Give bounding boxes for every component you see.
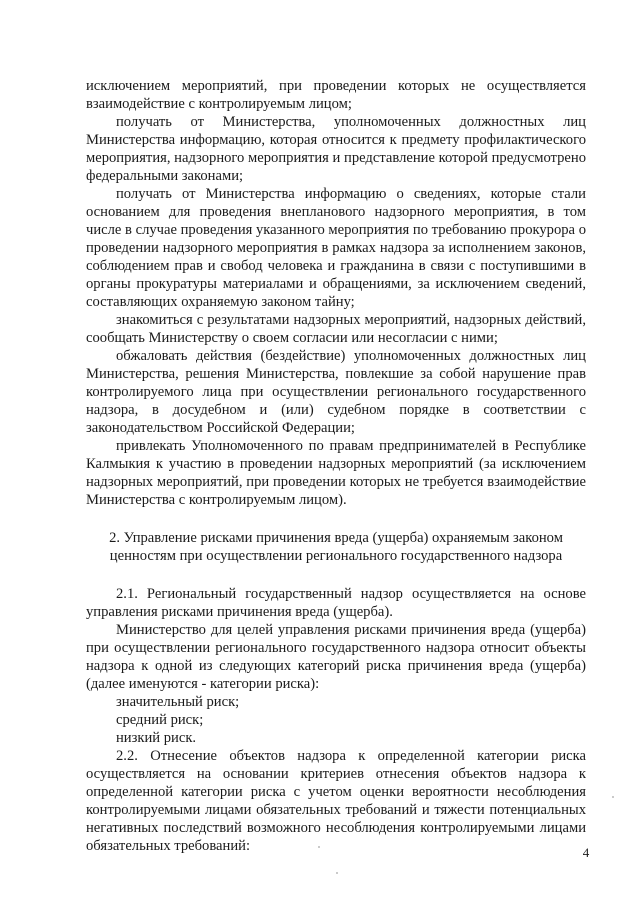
paragraph-2-1: 2.1. Региональный государственный надзор осуществляется на основе управления рисками причинения вреда (ущерба). bbox=[86, 586, 586, 620]
paragraph-right-involve-ombudsman: привлекать Уполномоченного по правам предпринимателей в Республике Калмыкия к участию в проведении надзорных мероприятий (за исключением надзорных мероприятий, при проведении которых не требуется взаимодействие Министерства с контролируемым лицом). bbox=[86, 438, 586, 508]
paragraph-right-review-results: знакомиться с результатами надзорных мероприятий, надзорных действий, сообщать Министерству о своем согласии или несогласии с ними; bbox=[86, 312, 586, 346]
paragraph-right-receive-information: получать от Министерства, уполномоченных должностных лиц Министерства информацию, которая относится к предмету профилактического мероприятия, надзорного мероприятия и представление которой предусмотрено федеральными законами; bbox=[86, 114, 586, 184]
risk-level-medium: средний риск; bbox=[116, 712, 204, 728]
risk-level-significant: значительный риск; bbox=[116, 694, 240, 710]
paragraph-2-2: 2.2. Отнесение объектов надзора к определенной категории риска осуществляется на основании критериев отнесения объектов надзора к определенной категории риска с учетом оценки вероятности несоблюдения контролируемыми лицами обязательных требований и тяжести потенциальных негативных последствий возможного несоблюдения контролируемыми лицами обязательных требований: bbox=[86, 748, 586, 854]
scan-speck bbox=[612, 796, 614, 798]
paragraph-right-receive-inspection-grounds: получать от Министерства информацию о сведениях, которые стали основанием для проведения внепланового надзорного мероприятия, в том числе в случае проведения указанного мероприятия по требованию прокурора о проведении надзорного мероприятия в рамках надзора за исполнением законов, соблюдением прав и свобод человека и гражданина в связи с поступившими в органы прокуратуры материалами и обращениями, за исключением сведений, составляющих охраняемую законом тайну; bbox=[86, 186, 586, 310]
page-number: 4 bbox=[582, 845, 590, 860]
paragraph-right-appeal: обжаловать действия (бездействие) уполномоченных должностных лиц Министерства, решения Министерства, повлекшие за собой нарушение прав контролируемого лица при осуществлении регионального государственного надзора, в досудебном и (или) судебном порядке в соответствии с законодательством Российской Федерации; bbox=[86, 348, 586, 436]
paragraph-risk-categories-intro: Министерство для целей управления рисками причинения вреда (ущерба) при осуществлении регионального государственного надзора относит объекты надзора к одной из следующих категорий риска причинения вреда (ущерба) (далее именуются - категории риска): bbox=[86, 622, 586, 692]
section-heading: 2. Управление рисками причинения вреда (ущерба) охраняемым законом ценностям при осуществлении регионального государственного надзора bbox=[109, 530, 563, 564]
page-body bbox=[86, 77, 586, 855]
scan-speck bbox=[336, 872, 338, 874]
paragraph-continuation: исключением мероприятий, при проведении которых не осуществляется взаимодействие с контролируемым лицом; bbox=[86, 78, 586, 112]
risk-level-low: низкий риск. bbox=[116, 730, 197, 746]
scan-speck bbox=[318, 846, 320, 848]
